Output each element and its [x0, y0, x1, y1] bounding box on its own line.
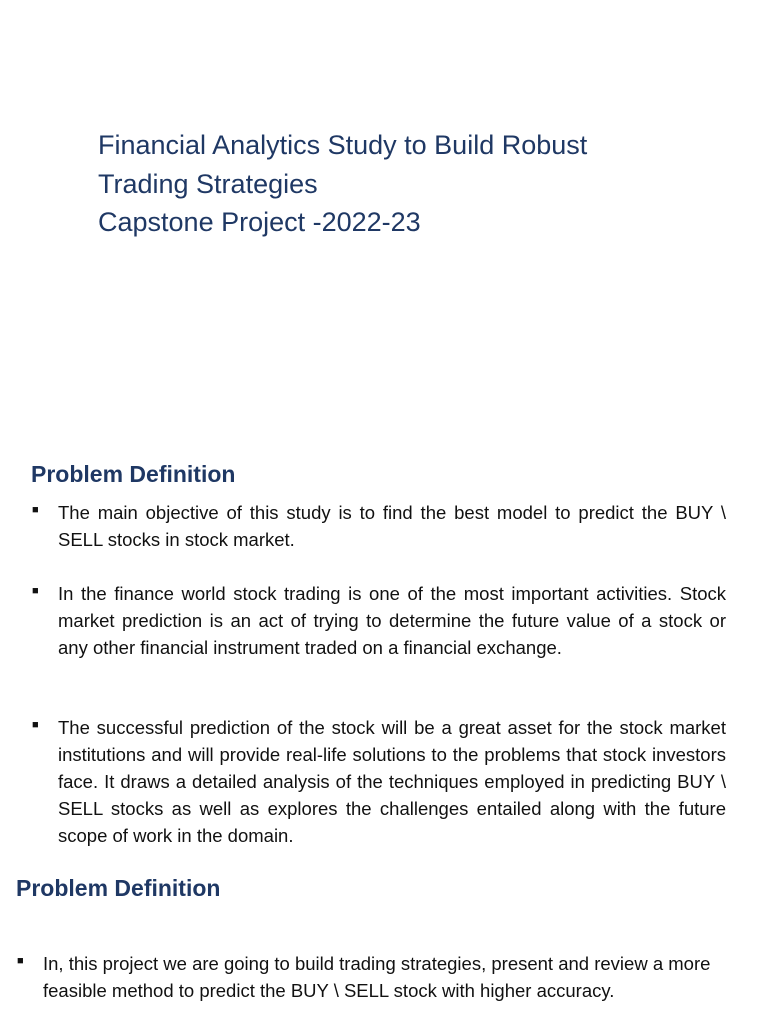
title-line-3: Capstone Project -2022-23	[98, 207, 421, 237]
bullet-text: The main objective of this study is to find the best model to predict the BUY \ SELL stocks in stock market.	[58, 502, 726, 550]
square-bullet-icon: ■	[32, 585, 39, 597]
section-heading-problem-definition: Problem Definition	[16, 875, 221, 901]
square-bullet-icon: ■	[17, 955, 24, 967]
page-title	[98, 126, 698, 242]
list-item	[32, 499, 726, 553]
bullet-text: In the finance world stock trading is one of the most important activities. Stock market prediction is an act of trying to determine the future value of a stock or any other financial instrument traded on a financial exchange.	[58, 583, 726, 658]
square-bullet-icon: ■	[32, 504, 39, 516]
list-item	[17, 950, 748, 1004]
title-line-2: Trading Strategies	[98, 168, 318, 199]
bullet-text: In, this project we are going to build trading strategies, present and review a more feasible method to predict the BUY \ SELL stock with higher accuracy.	[43, 953, 711, 1001]
list-item	[32, 580, 726, 661]
square-bullet-icon: ■	[32, 719, 39, 731]
title-line-1: Financial Analytics Study to Build Robust	[98, 130, 588, 160]
section-heading-problem-definition: Problem Definition	[31, 461, 236, 487]
bullet-text: The successful prediction of the stock will be a great asset for the stock market institutions and will provide real-life solutions to the problems that stock investors face. It draws a detailed analysis of the techniques employed in predicting BUY \ SELL stocks as well as explores the challenges entailed along with the future scope of work in the domain.	[58, 717, 726, 846]
list-item	[32, 714, 726, 849]
